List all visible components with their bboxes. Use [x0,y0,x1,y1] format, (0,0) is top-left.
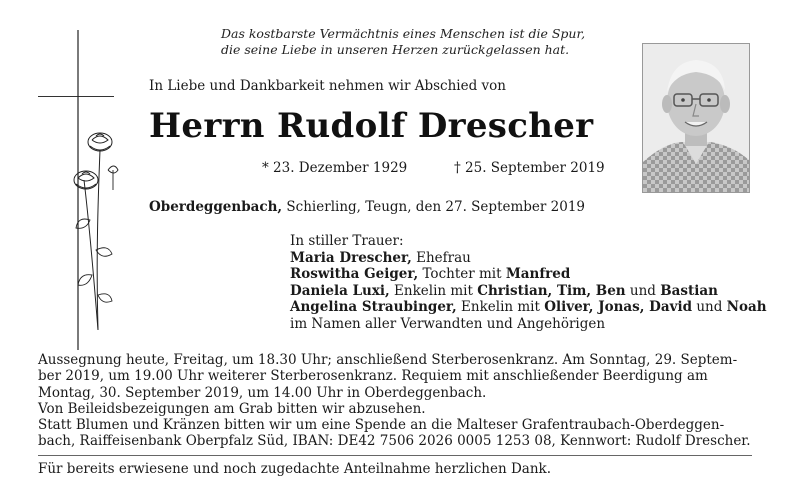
mourner-child-last: Noah [726,299,767,315]
service-details [38,352,752,450]
mourner-name: Roswitha Geiger, [290,266,419,282]
mourner-relation: Enkelin mit [456,299,545,315]
mourner-partner: Manfred [505,266,571,282]
birth-date: * 23. Dezember 1929 [262,160,408,176]
portrait-photo [642,43,750,193]
deceased-name: Herrn Rudolf Drescher [149,106,594,146]
mourner-relation: Enkelin mit [389,282,478,299]
service-line: Montag, 30. September 2019, um 14.00 Uhr in Oberdeggenbach. [38,384,487,401]
mourner-children: Christian, Tim, Ben [477,282,626,299]
place-date-rest: Schierling, Teugn, den 27. September 2019 [282,199,586,215]
memorial-quote [221,26,641,58]
quote-line-1: Das kostbarste Vermächtnis eines Menschen ist die Spur, [221,26,586,41]
mourner-line [290,283,760,300]
mourner-children: Oliver, Jonas, David [544,299,693,315]
service-line: Von Beileidsbezeigungen am Grab bitten wir abzusehen. [38,400,426,417]
mourner-conjunction: und [625,282,661,299]
cross-with-roses-icon [70,30,140,350]
mourner-name: Daniela Luxi, [290,282,390,299]
death-date: † 25. September 2019 [454,160,605,176]
mourner-conjunction: und [692,299,727,315]
divider-rule [38,455,752,456]
mourner-line [290,266,760,283]
place-and-date [149,199,585,215]
mourners-heading: In stiller Trauer: [290,233,404,249]
life-dates [262,160,605,176]
mourners-list [290,233,767,332]
mourner-child-last: Bastian [660,282,718,299]
mourner-line [290,250,760,267]
mourner-line [290,299,767,316]
mourner-relation: Ehefrau [411,249,471,266]
service-line: ber 2019, um 19.00 Uhr weiterer Sterberosenkranz. Requiem mit anschließender Beerdigung am [38,368,708,385]
mourner-relation: Tochter mit [418,266,506,282]
mourner-name: Maria Drescher, [290,249,412,266]
quote-line-2: die seine Liebe in unseren Herzen zurückgelassen hat. [221,42,570,57]
mourner-name: Angelina Straubinger, [290,299,457,315]
service-line: Statt Blumen und Kränzen bitten wir um eine Spende an die Malteser Grafentraubach-Oberdeggen- [38,417,725,434]
service-line: bach, Raiffeisenbank Oberpfalz Süd, IBAN: DE42 7506 2026 0005 1253 08, Kennwort: Rudolf Drescher. [38,433,751,450]
service-line: Aussegnung heute, Freitag, um 18.30 Uhr; anschließend Sterberosenkranz. Am Sonntag, 29. Septem- [38,352,738,368]
thanks-text: Für bereits erwiesene und noch zugedachte Anteilnahme herzlichen Dank. [38,461,551,477]
mourners-closing: im Namen aller Verwandten und Angehörigen [290,315,606,332]
intro-text: In Liebe und Dankbarkeit nehmen wir Abschied von [149,78,506,94]
place-name: Oberdeggenbach, [149,199,283,215]
